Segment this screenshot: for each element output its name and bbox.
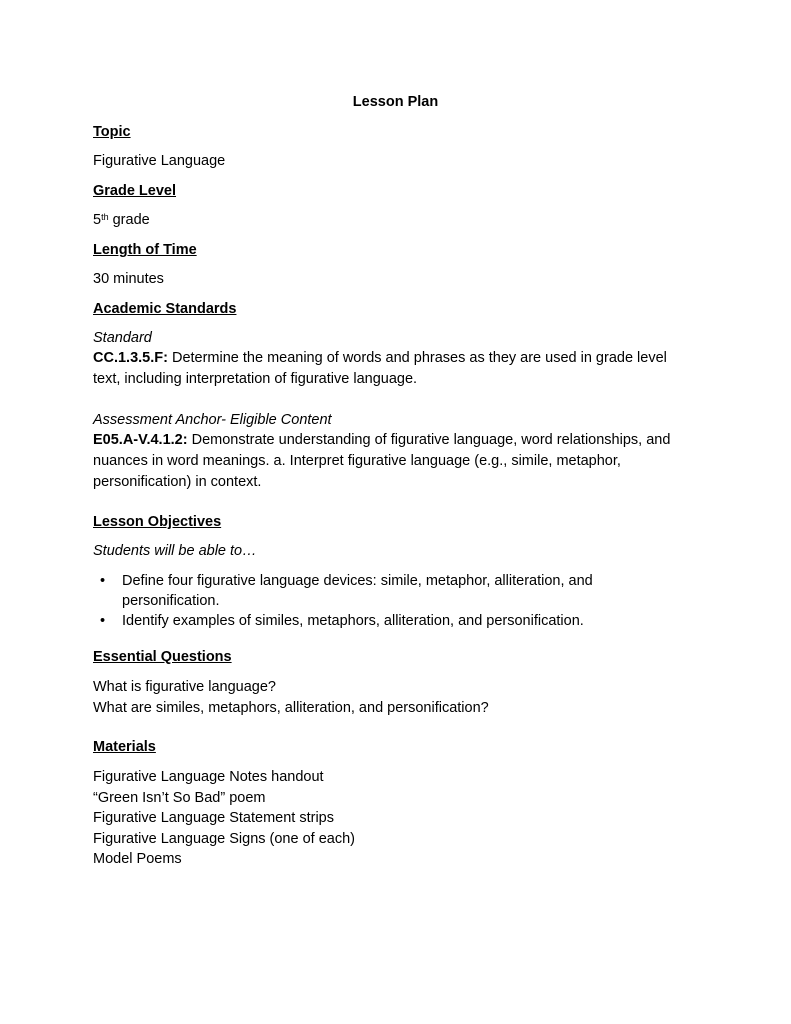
list-item: What is figurative language? xyxy=(93,679,276,695)
list-item: Model Poems xyxy=(93,851,182,867)
lesson-objectives-heading: Lesson Objectives xyxy=(93,514,222,530)
standard-code: CC.1.3.5.F: xyxy=(93,350,168,366)
objective-text: Define four figurative language devices: simile, metaphor, alliteration, and personification. xyxy=(122,573,593,609)
length-of-time-value: 30 minutes xyxy=(93,271,164,287)
anchor-text: Demonstrate understanding of figurative language, word relationships, and nuances in word meanings. a. Interpret figurative language (e.g., simile, metaphor, personification) in context. xyxy=(93,432,671,490)
grade-level-value xyxy=(93,211,150,229)
list-item: “Green Isn’t So Bad” poem xyxy=(93,789,266,806)
list-item xyxy=(93,571,693,611)
objectives-list xyxy=(93,571,693,631)
list-item xyxy=(93,611,693,631)
standard-label: Standard xyxy=(93,330,152,346)
anchor-code: E05.A-V.4.1.2: xyxy=(93,432,188,448)
materials-list xyxy=(93,767,355,870)
length-of-time-heading: Length of Time xyxy=(93,242,197,258)
objective-text: Identify examples of similes, metaphors, alliteration, and personification. xyxy=(122,613,584,629)
objectives-intro: Students will be able to… xyxy=(93,543,257,559)
list-item: What are similes, metaphors, alliteration, and personification? xyxy=(93,699,489,716)
topic-value: Figurative Language xyxy=(93,153,226,169)
essential-questions-heading: Essential Questions xyxy=(93,649,232,665)
anchor-paragraph xyxy=(93,430,693,493)
grade-level-heading: Grade Level xyxy=(93,183,177,199)
grade-word: grade xyxy=(108,212,150,228)
grade-ordinal-suffix: th xyxy=(101,212,109,222)
list-item: Figurative Language Notes handout xyxy=(93,769,324,785)
bullet-icon: • xyxy=(100,613,106,629)
bullet-icon: • xyxy=(100,573,106,589)
materials-heading: Materials xyxy=(93,739,156,755)
standard-paragraph xyxy=(93,348,693,390)
anchor-label: Assessment Anchor- Eligible Content xyxy=(93,412,332,428)
document-title: Lesson Plan xyxy=(352,94,439,110)
grade-number: 5 xyxy=(93,212,102,228)
academic-standards-heading: Academic Standards xyxy=(93,301,237,317)
list-item: Figurative Language Signs (one of each) xyxy=(93,830,355,847)
list-item: Figurative Language Statement strips xyxy=(93,810,334,826)
topic-heading: Topic xyxy=(93,124,131,140)
standard-text: Determine the meaning of words and phrases as they are used in grade level text, including interpretation of figurative language. xyxy=(93,350,667,387)
questions-list xyxy=(93,677,489,718)
